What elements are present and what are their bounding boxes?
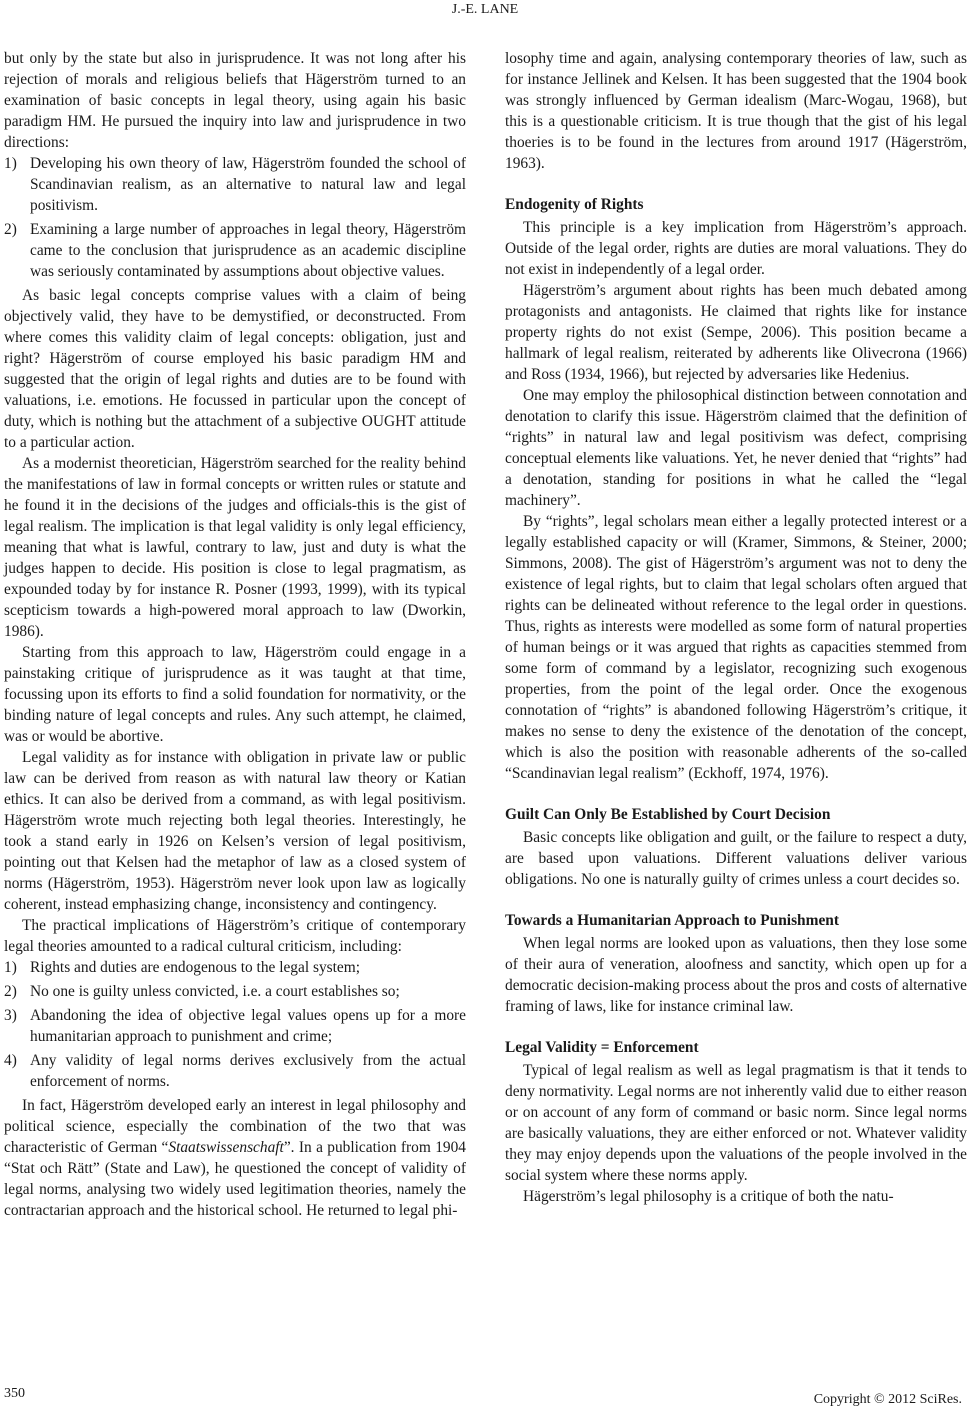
implications-list — [4, 957, 466, 1092]
paragraph-endogenity-4: By “rights”, legal scholars mean either a legally protected interest or a legally established capacity or will (Kramer, Simmons, & Steiner, 2000; Simmons, 2008). The gist of Hägerström’s argument was not to deny the existence of legal rights, but to claim that legal scholars often argued that rights can be delineated without reference to the legal order in questions. Thus, rights as interests were modelled as some form of natural properties of human beings or it was argued that rights as capacities stemmed from some form of command by a legislator, recognizing such exogenous properties, from the point of the legal order. Once the exogenous connotation of “rights” is abandoned following Hägerström’s critique, it makes no sense to deny the existence of the denotation of the concept, which is also the position with reasonable adherents of the so-called “Scandinavian legal realism” (Eckhoff, 1974, 1976). — [505, 513, 967, 782]
paragraph-basic-concepts: As basic legal concepts comprise values with a claim of being objectively valid, they have to be demystified, or deconstructed. From where comes this validity claim of legal concepts: obligation, just and right? Hägerström of course employed his basic paradigm HM and suggested that the origin of legal rights and duties are to be found with valuations, i.e. emotions. He focussed in particular upon the concept of duty, which is nothing but the attachment of a subjective OUGHT attitude to a particular action. — [4, 287, 466, 451]
list-text: Examining a large number of approaches in legal theory, Hägerström came to the conclusion that jurisprudence as an academic discipline was seriously contaminated by assumptions about objective values. — [30, 221, 466, 280]
paragraph-modernist: As a modernist theoretician, Hägerström searched for the reality behind the manifestations of law in formal concepts or written rules or statute and he found it in the decisions of the judges and officials-this is the gist of legal realism. The implication is that legal validity is only legal efficiency, meaning that what is lawful, contrary to law, just and duty is what the judges happen to decide. His position is close to legal pragmatism, as expounded today by for instance R. Posner (1993, 1999), with its typical scepticism towards a high-powered moral approach to law (Dworkin, 1986). — [4, 455, 466, 640]
paragraph-in-fact — [4, 1095, 466, 1221]
list-number: 1) — [4, 959, 17, 976]
list-item — [4, 1005, 466, 1047]
directions-list — [4, 153, 466, 282]
section-heading-validity: Legal Validity = Enforcement — [505, 1039, 699, 1056]
list-number: 4) — [4, 1052, 17, 1069]
list-item — [4, 981, 466, 1002]
list-item — [4, 219, 466, 282]
text-run: In fact, Hägerström developed early an interest in legal philosophy and political science, especially the combination of the two that was characteristic of German “ — [4, 1097, 466, 1156]
paragraph-guilt: Basic concepts like obligation and guilt, or the failure to respect a duty, are based upon valuations. Different valuations deliver various obligations. No one is naturally guilty of crimes unless a court decides so. — [505, 829, 967, 888]
list-text: No one is guilty unless convicted, i.e. a court establishes so; — [30, 983, 400, 1000]
paragraph-continuation: losophy time and again, analysing contemporary theories of law, such as for instance Jellinek and Kelsen. It has been suggested that the 1904 book was strongly influenced by German idealism (Marc-Wogau, 1968), but this is a questionable criticism. It is true though that the gist of his legal thoeries is to be found in the lectures from around 1917 (Hägerström, 1963). — [505, 50, 967, 172]
section-heading-humanitarian: Towards a Humanitarian Approach to Punishment — [505, 912, 839, 929]
paragraph-validity-1: Typical of legal realism as well as legal pragmatism is that it tends to deny normativity. Legal norms are not inherently valid due to either reason or on account of any form of command or basic norm. Since legal norms are basically valuations, they are either enforced or not. Whatever validity they may enjoy depends upon the valuations of the people involved in the social system where these norms apply. — [505, 1062, 967, 1184]
list-number: 3) — [4, 1007, 17, 1024]
left-column — [4, 48, 466, 1221]
paragraph-humanitarian: When legal norms are looked upon as valuations, then they lose some of their aura of veneration, aloofness and sanctity, which open up for a democratic decision-making process about the pros and costs of alternative framing of laws, like for instance criminal law. — [505, 935, 967, 1015]
paragraph-validity-2: Hägerström’s legal philosophy is a critique of both the natu- — [523, 1188, 894, 1205]
list-item — [4, 1050, 466, 1092]
section-heading-guilt: Guilt Can Only Be Established by Court Decision — [505, 806, 831, 823]
italic-term: Staatswissenschaft — [168, 1139, 284, 1156]
text-run: ”. In a publication from 1904 “Stat och Rätt” (State and Law), he questioned the concept of validity of legal norms, analysing two widely used legitimation theories, namely the contractarian approach and the historical school. He returned to legal phi- — [4, 1139, 466, 1219]
list-text: Abandoning the idea of objective legal values opens up for a more humanitarian approach to punishment and crime; — [30, 1007, 466, 1045]
paragraph-intro: but only by the state but also in jurisprudence. It was not long after his rejection of morals and religious beliefs that Hägerström turned to an examination of basic concepts in legal theory, using again his basic paradigm HM. He pursued the inquiry into law and jurisprudence in two directions: — [4, 50, 466, 151]
paragraph-endogenity-2: Hägerström’s argument about rights has been much debated among protagonists and antagonists. He claimed that rights like for instance property rights do not exist (Sempe, 2006). This position became a hallmark of legal realism, reiterated by adherents like Olivecrona (1966) and Ross (1934, 1966), but rejected by adversaries like Hedenius. — [505, 282, 967, 383]
paragraph-starting: Starting from this approach to law, Hägerström could engage in a painstaking critique of jurisprudence as it was taught at that time, focussing upon its efforts to find a solid foundation for normativity, or the binding nature of legal concepts and rules. Any such attempt, he claimed, was or would be abortive. — [4, 644, 466, 745]
paragraph-endogenity-1: This principle is a key implication from Hägerström’s approach. Outside of the legal order, rights are duties are moral valuations. They do not exist in independently of a legal order. — [505, 219, 967, 278]
list-number: 2) — [4, 221, 17, 238]
list-text: Any validity of legal norms derives exclusively from the actual enforcement of norms. — [30, 1052, 466, 1090]
paragraph-endogenity-3: One may employ the philosophical distinction between connotation and denotation to clarify this issue. Hägerström claimed that the definition of “rights” in natural law and legal positivism was defect, comprising conceptual elements like valuations. Yet, he never denied that “rights” had a denotation, standing for positions in what he called the “legal machinery”. — [505, 387, 967, 509]
page-number: 350 — [4, 1386, 25, 1401]
list-item — [4, 153, 466, 216]
right-column — [505, 48, 967, 1207]
paragraph-legal-validity: Legal validity as for instance with obligation in private law or public law can be derived from reason as with natural law theory or Katian ethics. It can also be derived from a command, as with legal positivism. Hägerström wrote much rejecting both legal theories. Interestingly, he took a stand early in 1926 on Kelsen’s version of legal positivism, pointing out that Kelsen had the metaphor of law as a closed system of norms (Hägerström, 1953). Hägerström never look upon law as logically coherent, instead emphasizing change, inconsistency and contingency. — [4, 749, 466, 913]
list-item — [4, 957, 466, 978]
section-heading-endogenity: Endogenity of Rights — [505, 196, 644, 213]
list-number: 2) — [4, 983, 17, 1000]
list-text: Rights and duties are endogenous to the legal system; — [30, 959, 360, 976]
running-head: J.-E. LANE — [451, 2, 519, 17]
copyright-notice: Copyright © 2012 SciRes. — [813, 1392, 962, 1407]
list-text: Developing his own theory of law, Hägerström founded the school of Scandinavian realism, as an alternative to natural law and legal positivism. — [30, 155, 466, 214]
paragraph-practical: The practical implications of Hägerström’s critique of contemporary legal theories amounted to a radical cultural criticism, including: — [4, 917, 466, 955]
list-number: 1) — [4, 155, 17, 172]
